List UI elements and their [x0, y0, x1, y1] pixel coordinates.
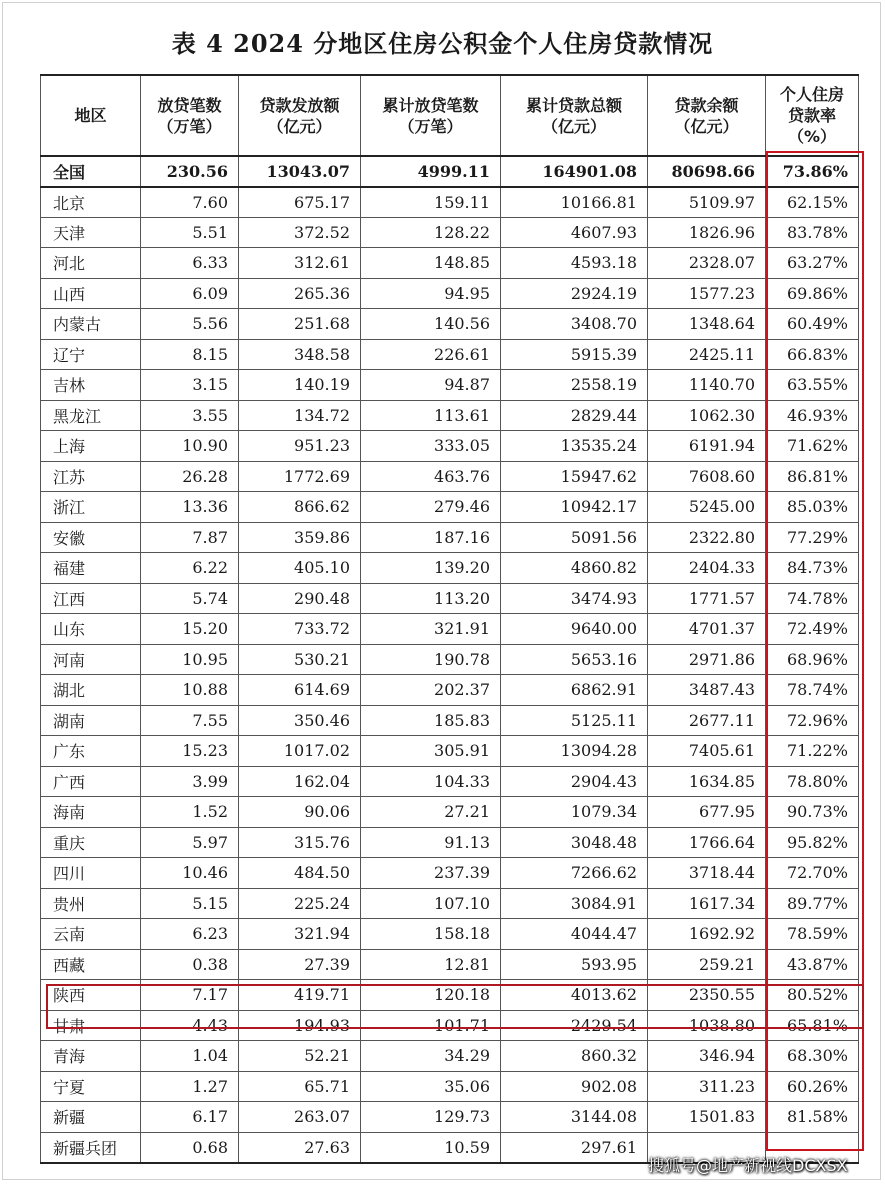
table-row — [41, 431, 859, 462]
value-cell: 290.48 — [239, 583, 361, 614]
value-cell: 4.43 — [141, 1010, 239, 1041]
region-cell: 河南 — [41, 644, 141, 675]
region-cell: 甘肃 — [41, 1010, 141, 1041]
region-cell: 贵州 — [41, 888, 141, 919]
value-cell: 251.68 — [239, 309, 361, 340]
value-cell: 359.86 — [239, 522, 361, 553]
column-header-line: （亿元） — [541, 116, 606, 136]
value-cell: 10.59 — [361, 1132, 501, 1163]
region-cell: 山西 — [41, 278, 141, 309]
table-row — [41, 614, 859, 645]
table-row — [41, 919, 859, 950]
value-cell: 63.55% — [766, 370, 859, 401]
region-cell: 青海 — [41, 1041, 141, 1072]
value-cell: 1772.69 — [239, 461, 361, 492]
value-cell: 78.59% — [766, 919, 859, 950]
table-row — [41, 1041, 859, 1072]
header-row — [41, 75, 859, 156]
value-cell: 346.94 — [648, 1041, 766, 1072]
value-cell: 5.51 — [141, 217, 239, 248]
table-row — [41, 309, 859, 340]
value-cell: 10166.81 — [501, 187, 648, 218]
region-cell: 江苏 — [41, 461, 141, 492]
value-cell: 13.36 — [141, 492, 239, 523]
value-cell: 107.10 — [361, 888, 501, 919]
value-cell: 5.15 — [141, 888, 239, 919]
value-cell: 3718.44 — [648, 858, 766, 889]
value-cell: 311.23 — [648, 1071, 766, 1102]
value-cell: 0.68 — [141, 1132, 239, 1163]
value-cell: 10.46 — [141, 858, 239, 889]
value-cell: 4860.82 — [501, 553, 648, 584]
value-cell: 2971.86 — [648, 644, 766, 675]
value-cell: 1.27 — [141, 1071, 239, 1102]
value-cell: 26.28 — [141, 461, 239, 492]
value-cell: 90.73% — [766, 797, 859, 828]
region-cell: 广东 — [41, 736, 141, 767]
value-cell: 5245.00 — [648, 492, 766, 523]
value-cell: 5.74 — [141, 583, 239, 614]
value-cell: 4044.47 — [501, 919, 648, 950]
value-cell: 350.46 — [239, 705, 361, 736]
value-cell: 95.82% — [766, 827, 859, 858]
value-cell: 10942.17 — [501, 492, 648, 523]
region-cell: 重庆 — [41, 827, 141, 858]
table-row — [41, 980, 859, 1011]
value-cell: 6.09 — [141, 278, 239, 309]
table-row — [41, 1010, 859, 1041]
value-cell: 10.90 — [141, 431, 239, 462]
region-cell: 上海 — [41, 431, 141, 462]
value-cell: 52.21 — [239, 1041, 361, 1072]
value-cell: 2429.54 — [501, 1010, 648, 1041]
table-row — [41, 949, 859, 980]
value-cell: 15.20 — [141, 614, 239, 645]
value-cell: 419.71 — [239, 980, 361, 1011]
value-cell: 5109.97 — [648, 187, 766, 218]
value-cell: 101.71 — [361, 1010, 501, 1041]
value-cell: 0.38 — [141, 949, 239, 980]
value-cell: 6.22 — [141, 553, 239, 584]
region-cell: 内蒙古 — [41, 309, 141, 340]
table-row — [41, 492, 859, 523]
table-row — [41, 400, 859, 431]
value-cell: 13094.28 — [501, 736, 648, 767]
value-cell: 2404.33 — [648, 553, 766, 584]
region-cell: 西藏 — [41, 949, 141, 980]
value-cell: 113.61 — [361, 400, 501, 431]
value-cell: 104.33 — [361, 766, 501, 797]
region-cell: 新疆 — [41, 1102, 141, 1133]
table-row — [41, 644, 859, 675]
value-cell: 225.24 — [239, 888, 361, 919]
region-cell: 湖北 — [41, 675, 141, 706]
value-cell: 77.29% — [766, 522, 859, 553]
value-cell: 72.96% — [766, 705, 859, 736]
value-cell: 5.97 — [141, 827, 239, 858]
value-cell: 1577.23 — [648, 278, 766, 309]
value-cell: 2558.19 — [501, 370, 648, 401]
value-cell: 190.78 — [361, 644, 501, 675]
column-header-line: （万笔） — [157, 116, 222, 136]
value-cell: 3487.43 — [648, 675, 766, 706]
value-cell: 6191.94 — [648, 431, 766, 462]
value-cell: 129.73 — [361, 1102, 501, 1133]
value-cell: 194.93 — [239, 1010, 361, 1041]
table-row — [41, 553, 859, 584]
region-cell: 浙江 — [41, 492, 141, 523]
value-cell: 13535.24 — [501, 431, 648, 462]
value-cell: 7.55 — [141, 705, 239, 736]
value-cell: 4701.37 — [648, 614, 766, 645]
table-row — [41, 705, 859, 736]
value-cell: 263.07 — [239, 1102, 361, 1133]
value-cell: 1079.34 — [501, 797, 648, 828]
column-header — [41, 75, 141, 156]
value-cell: 9640.00 — [501, 614, 648, 645]
value-cell: 1501.83 — [648, 1102, 766, 1133]
value-cell: 265.36 — [239, 278, 361, 309]
value-cell: 187.16 — [361, 522, 501, 553]
table-row — [41, 736, 859, 767]
value-cell: 2328.07 — [648, 248, 766, 279]
value-cell: 7266.62 — [501, 858, 648, 889]
value-cell: 1.52 — [141, 797, 239, 828]
total-row — [41, 156, 859, 187]
value-cell: 866.62 — [239, 492, 361, 523]
column-header-line: （%） — [787, 127, 837, 146]
value-cell: 1140.70 — [648, 370, 766, 401]
value-cell: 90.06 — [239, 797, 361, 828]
value-cell: 5125.11 — [501, 705, 648, 736]
value-cell: 2904.43 — [501, 766, 648, 797]
value-cell: 259.21 — [648, 949, 766, 980]
value-cell: 2425.11 — [648, 339, 766, 370]
value-cell: 2677.11 — [648, 705, 766, 736]
table-row — [41, 522, 859, 553]
value-cell: 80698.66 — [648, 156, 766, 187]
value-cell: 3144.08 — [501, 1102, 648, 1133]
value-cell: 60.49% — [766, 309, 859, 340]
value-cell: 81.58% — [766, 1102, 859, 1133]
region-cell: 陕西 — [41, 980, 141, 1011]
table-body — [41, 156, 859, 1163]
value-cell: 34.29 — [361, 1041, 501, 1072]
region-cell: 海南 — [41, 797, 141, 828]
table-row — [41, 278, 859, 309]
value-cell: 315.76 — [239, 827, 361, 858]
region-cell: 新疆兵团 — [41, 1132, 141, 1163]
value-cell: 2829.44 — [501, 400, 648, 431]
value-cell: 3474.93 — [501, 583, 648, 614]
value-cell: 372.52 — [239, 217, 361, 248]
value-cell: 46.93% — [766, 400, 859, 431]
region-cell: 黑龙江 — [41, 400, 141, 431]
column-header-line: 放贷笔数 — [157, 95, 222, 115]
column-header-line: 个人住房 — [779, 85, 844, 104]
column-header — [766, 75, 859, 156]
value-cell: 405.10 — [239, 553, 361, 584]
value-cell: 91.13 — [361, 827, 501, 858]
value-cell: 158.18 — [361, 919, 501, 950]
value-cell: 140.19 — [239, 370, 361, 401]
value-cell: 312.61 — [239, 248, 361, 279]
value-cell: 164901.08 — [501, 156, 648, 187]
value-cell: 78.74% — [766, 675, 859, 706]
value-cell: 86.81% — [766, 461, 859, 492]
column-header — [648, 75, 766, 156]
value-cell: 8.15 — [141, 339, 239, 370]
table-row — [41, 461, 859, 492]
value-cell: 6.23 — [141, 919, 239, 950]
value-cell: 7405.61 — [648, 736, 766, 767]
value-cell: 677.95 — [648, 797, 766, 828]
value-cell: 15.23 — [141, 736, 239, 767]
value-cell: 185.83 — [361, 705, 501, 736]
region-cell: 江西 — [41, 583, 141, 614]
value-cell: 5653.16 — [501, 644, 648, 675]
value-cell: 1.04 — [141, 1041, 239, 1072]
value-cell: 65.71 — [239, 1071, 361, 1102]
value-cell: 139.20 — [361, 553, 501, 584]
value-cell: 10.88 — [141, 675, 239, 706]
value-cell: 733.72 — [239, 614, 361, 645]
value-cell: 12.81 — [361, 949, 501, 980]
value-cell: 43.87% — [766, 949, 859, 980]
table-row — [41, 766, 859, 797]
column-header-line: （亿元） — [674, 116, 739, 136]
region-cell: 河北 — [41, 248, 141, 279]
value-cell: 1826.96 — [648, 217, 766, 248]
value-cell: 2924.19 — [501, 278, 648, 309]
value-cell: 484.50 — [239, 858, 361, 889]
table-row — [41, 1071, 859, 1102]
value-cell: 85.03% — [766, 492, 859, 523]
value-cell: 66.83% — [766, 339, 859, 370]
value-cell: 3.55 — [141, 400, 239, 431]
value-cell: 7.87 — [141, 522, 239, 553]
region-cell: 山东 — [41, 614, 141, 645]
table-row — [41, 675, 859, 706]
value-cell: 4999.11 — [361, 156, 501, 187]
value-cell: 305.91 — [361, 736, 501, 767]
value-cell: 3.99 — [141, 766, 239, 797]
region-cell: 安徽 — [41, 522, 141, 553]
value-cell: 5915.39 — [501, 339, 648, 370]
table-row — [41, 583, 859, 614]
table-row — [41, 888, 859, 919]
value-cell: 140.56 — [361, 309, 501, 340]
value-cell: 530.21 — [239, 644, 361, 675]
column-header-line: 累计放贷笔数 — [382, 95, 479, 115]
value-cell: 71.62% — [766, 431, 859, 462]
value-cell: 297.61 — [501, 1132, 648, 1163]
value-cell: 27.21 — [361, 797, 501, 828]
value-cell: 5091.56 — [501, 522, 648, 553]
value-cell: 65.81% — [766, 1010, 859, 1041]
value-cell: 3048.48 — [501, 827, 648, 858]
value-cell: 6862.91 — [501, 675, 648, 706]
value-cell: 83.78% — [766, 217, 859, 248]
value-cell: 1617.34 — [648, 888, 766, 919]
value-cell: 1766.64 — [648, 827, 766, 858]
value-cell: 89.77% — [766, 888, 859, 919]
value-cell: 951.23 — [239, 431, 361, 462]
region-cell: 湖南 — [41, 705, 141, 736]
value-cell: 78.80% — [766, 766, 859, 797]
value-cell: 60.26% — [766, 1071, 859, 1102]
table-row — [41, 797, 859, 828]
value-cell: 5.56 — [141, 309, 239, 340]
value-cell: 333.05 — [361, 431, 501, 462]
column-header-line: 贷款发放额 — [259, 95, 340, 115]
value-cell: 1771.57 — [648, 583, 766, 614]
column-header-line: 地区 — [74, 106, 107, 125]
value-cell: 3408.70 — [501, 309, 648, 340]
value-cell: 15947.62 — [501, 461, 648, 492]
value-cell: 10.95 — [141, 644, 239, 675]
value-cell: 62.15% — [766, 187, 859, 218]
table-row — [41, 370, 859, 401]
value-cell: 202.37 — [361, 675, 501, 706]
value-cell: 73.86% — [766, 156, 859, 187]
value-cell: 162.04 — [239, 766, 361, 797]
column-header-line: 贷款余额 — [674, 95, 739, 115]
value-cell: 6.33 — [141, 248, 239, 279]
value-cell: 113.20 — [361, 583, 501, 614]
value-cell: 860.32 — [501, 1041, 648, 1072]
value-cell: 72.49% — [766, 614, 859, 645]
value-cell: 1692.92 — [648, 919, 766, 950]
value-cell: 7.17 — [141, 980, 239, 1011]
table-row — [41, 339, 859, 370]
value-cell: 7.60 — [141, 187, 239, 218]
value-cell: 593.95 — [501, 949, 648, 980]
value-cell: 237.39 — [361, 858, 501, 889]
value-cell: 68.96% — [766, 644, 859, 675]
table-row — [41, 187, 859, 218]
value-cell: 94.87 — [361, 370, 501, 401]
value-cell: 63.27% — [766, 248, 859, 279]
value-cell: 94.95 — [361, 278, 501, 309]
value-cell: 279.46 — [361, 492, 501, 523]
value-cell: 348.58 — [239, 339, 361, 370]
region-cell: 福建 — [41, 553, 141, 584]
region-cell: 宁夏 — [41, 1071, 141, 1102]
column-header-line: （亿元） — [267, 116, 332, 136]
value-cell: 69.86% — [766, 278, 859, 309]
value-cell: 4593.18 — [501, 248, 648, 279]
column-header — [361, 75, 501, 156]
value-cell: 7608.60 — [648, 461, 766, 492]
table-row — [41, 248, 859, 279]
value-cell: 1017.02 — [239, 736, 361, 767]
column-header — [239, 75, 361, 156]
value-cell: 80.52% — [766, 980, 859, 1011]
value-cell: 148.85 — [361, 248, 501, 279]
loan-table — [40, 74, 859, 1164]
watermark: 搜狐号@地产新视线DCXSX — [648, 1156, 848, 1175]
column-header-line: 贷款率 — [787, 106, 836, 125]
value-cell: 3.15 — [141, 370, 239, 401]
table-row — [41, 858, 859, 889]
value-cell: 230.56 — [141, 156, 239, 187]
value-cell: 1348.64 — [648, 309, 766, 340]
region-cell: 广西 — [41, 766, 141, 797]
value-cell: 71.22% — [766, 736, 859, 767]
value-cell: 159.11 — [361, 187, 501, 218]
value-cell: 35.06 — [361, 1071, 501, 1102]
column-header-line: （万笔） — [398, 116, 463, 136]
value-cell: 27.63 — [239, 1132, 361, 1163]
value-cell: 463.76 — [361, 461, 501, 492]
table-row — [41, 1102, 859, 1133]
value-cell: 6.17 — [141, 1102, 239, 1133]
value-cell: 675.17 — [239, 187, 361, 218]
value-cell: 68.30% — [766, 1041, 859, 1072]
value-cell: 134.72 — [239, 400, 361, 431]
value-cell: 128.22 — [361, 217, 501, 248]
value-cell: 4607.93 — [501, 217, 648, 248]
value-cell: 4013.62 — [501, 980, 648, 1011]
value-cell: 1038.80 — [648, 1010, 766, 1041]
value-cell: 2322.80 — [648, 522, 766, 553]
value-cell: 84.73% — [766, 553, 859, 584]
region-cell: 云南 — [41, 919, 141, 950]
region-cell: 全国 — [41, 156, 141, 187]
table-title: 表 4 2024 分地区住房公积金个人住房贷款情况 — [171, 29, 714, 58]
column-header-line: 累计贷款总额 — [525, 95, 622, 115]
column-header — [501, 75, 648, 156]
value-cell: 120.18 — [361, 980, 501, 1011]
region-cell: 北京 — [41, 187, 141, 218]
value-cell: 27.39 — [239, 949, 361, 980]
region-cell: 天津 — [41, 217, 141, 248]
value-cell: 72.70% — [766, 858, 859, 889]
value-cell: 13043.07 — [239, 156, 361, 187]
column-header — [141, 75, 239, 156]
value-cell: 226.61 — [361, 339, 501, 370]
region-cell: 四川 — [41, 858, 141, 889]
table-row — [41, 217, 859, 248]
region-cell: 吉林 — [41, 370, 141, 401]
value-cell: 321.91 — [361, 614, 501, 645]
value-cell: 321.94 — [239, 919, 361, 950]
value-cell: 902.08 — [501, 1071, 648, 1102]
value-cell: 3084.91 — [501, 888, 648, 919]
value-cell: 1062.30 — [648, 400, 766, 431]
value-cell: 1634.85 — [648, 766, 766, 797]
value-cell: 614.69 — [239, 675, 361, 706]
value-cell: 74.78% — [766, 583, 859, 614]
table-row — [41, 827, 859, 858]
value-cell: 2350.55 — [648, 980, 766, 1011]
region-cell: 辽宁 — [41, 339, 141, 370]
